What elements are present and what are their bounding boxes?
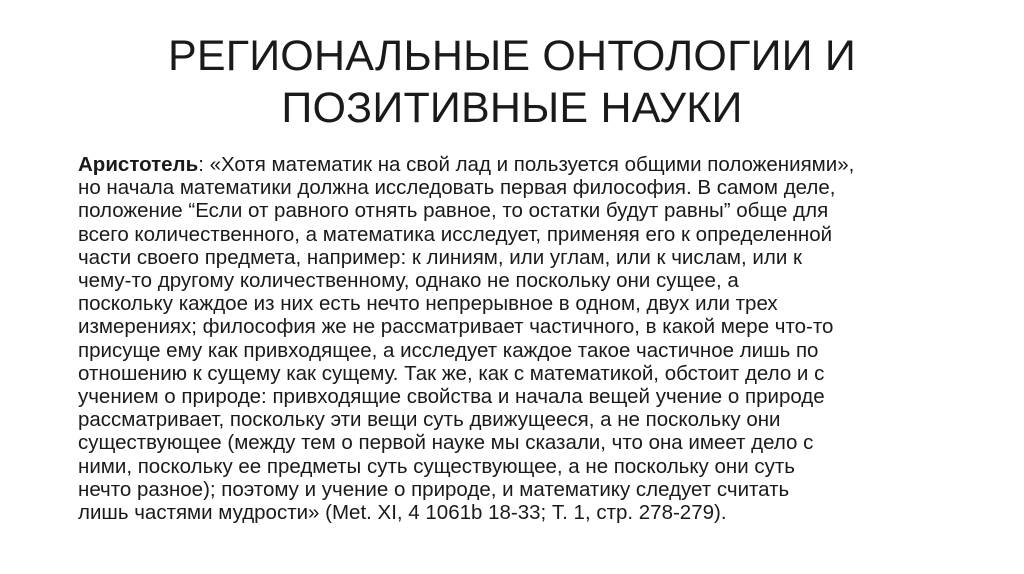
quote-line: но начала математики должна исследовать первая философия. В самом деле, (78, 176, 836, 200)
slide-title-line-2: ПОЗИТИВНЫЕ НАУКИ (281, 84, 743, 132)
quote-line: части своего предмета, например: к линиям, или углам, или к числам, или к (78, 245, 802, 269)
quote-line: лишь частями мудрости» (Met. XI, 4 1061b 18-33; Т. 1, стр. 278-279). (78, 501, 727, 525)
quote-line: нечто разное); поэтому и учение о природе, и математику следует считать (78, 477, 790, 501)
quote-line: всего количественного, а математика исследует, применяя его к определенной (78, 222, 833, 246)
quote-author: Аристотель (78, 153, 199, 176)
quote-line: измерениях; философия же не рассматривает частичного, в какой мере что-то (78, 315, 834, 339)
quote-line: поскольку каждое из них есть нечто непрерывное в одном, двух или трех (78, 292, 778, 316)
quote-line: отношению к сущему как сущему. Так же, как с математикой, обстоит дело и с (78, 361, 825, 385)
quote-line: положение “Если от равного отнять равное, то остатки будут равны” обще для (78, 199, 829, 223)
quote-line: присуще ему как привходящее, а исследует каждое такое частичное лишь по (78, 338, 819, 362)
quote-first-line-text: : «Хотя математик на свой лад и пользуется общими положениями», (198, 153, 855, 176)
quote-line-1 (78, 153, 950, 176)
quote-line: чему-то другому количественному, однако не поскольку они сущее, а (78, 269, 739, 293)
quote-line: ними, поскольку ее предметы суть существующее, а не поскольку они суть (78, 454, 795, 478)
quote-body (78, 153, 950, 524)
quote-line: существующее (между тем о первой науке мы сказали, что она имеет дело с (78, 431, 814, 455)
quote-line: рассматривает, поскольку эти вещи суть движущееся, а не поскольку они (78, 408, 781, 432)
slide-title (70, 30, 954, 134)
quote-line: учением о природе: привходящие свойства и начала вещей учение о природе (78, 385, 825, 409)
slide-title-line-1: РЕГИОНАЛЬНЫЕ ОНТОЛОГИИ И (167, 32, 857, 80)
